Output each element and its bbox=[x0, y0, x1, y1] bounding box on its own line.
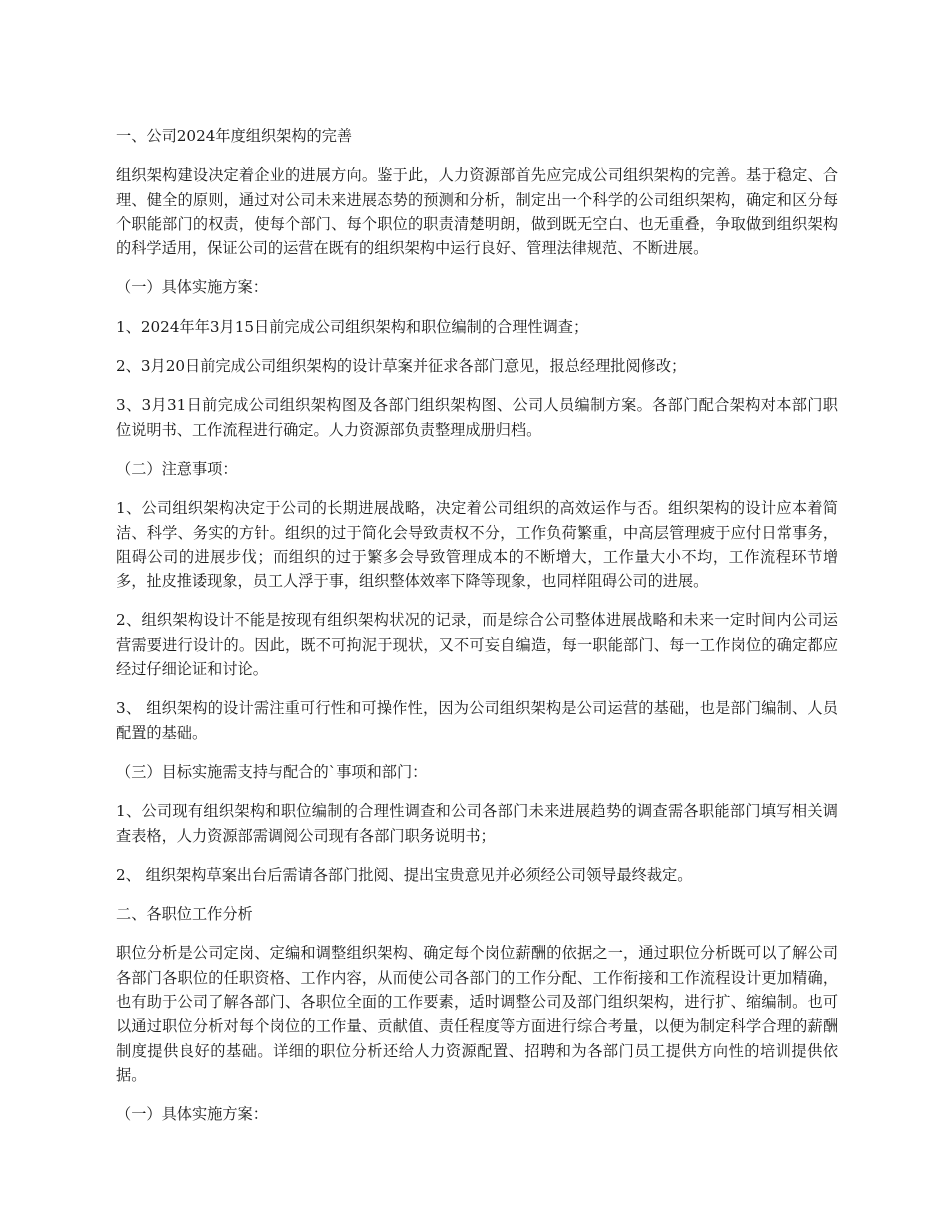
list-item: 3、 组织架构的设计需注重可行性和可操作性，因为公司组织架构是公司运营的基础，也是部门编制、人员配置的基础。 bbox=[116, 699, 838, 742]
list-item: 2、3月20日前完成公司组织架构的设计草案并征求各部门意见，报总经理批阅修改； bbox=[116, 357, 687, 376]
subsection-heading: （三）目标实施需支持与配合的`事项和部门： bbox=[116, 762, 428, 781]
section-heading-2: 二、各职位工作分析 bbox=[116, 905, 253, 924]
subsection-heading: （一）具体实施方案： bbox=[116, 278, 268, 297]
document-page bbox=[116, 124, 838, 1142]
subsection-heading: （一）具体实施方案： bbox=[116, 1105, 268, 1124]
list-item: 1、公司现有组织架构和职位编制的合理性调查和公司各部门未来进展趋势的调查需各职能部门填写相关调查表格，人力资源部需调阅公司现有各部门职务说明书； bbox=[116, 802, 838, 845]
body-paragraph: 职位分析是公司定岗、定编和调整组织架构、确定每个岗位薪酬的依据之一，通过职位分析既可以了解公司各部门各职位的任职资格、工作内容，从而使公司各部门的工作分配、工作衔接和工作流程设计更加精确，也有助于公司了解各部门、各职位全面的工作要素，适时调整公司及部门组织架构，进行扩、缩编制。也可以通过职位分析对每个岗位的工作量、贡献值、责任程度等方面进行综合考量，以便为制定科学合理的薪酬制度提供良好的基础。详细的职位分析还给人力资源配置、招聘和为各部门员工提供方向性的培训提供依据。 bbox=[116, 944, 838, 1084]
list-item: 2、组织架构设计不能是按现有组织架构状况的记录，而是综合公司整体进展战略和未来一定时间内公司运营需要进行设计的。因此，既不可拘泥于现状，又不可妄自编造，每一职能部门、每一工作岗位的确定都应经过仔细论证和讨论。 bbox=[116, 611, 838, 679]
subsection-heading: （二）注意事项： bbox=[116, 459, 238, 478]
list-item: 1、公司组织架构决定于公司的长期进展战略，决定着公司组织的高效运作与否。组织架构的设计应本着简洁、科学、务实的方针。组织的过于简化会导致责权不分，工作负荷繁重，中高层管理疲于应付日常事务，阻碍公司的进展步伐；而组织的过于繁多会导致管理成本的不断增大，工作量大小不均，工作流程环节增多，扯皮推诿现象，员工人浮于事，组织整体效率下降等现象，也同样阻碍公司的进展。 bbox=[116, 499, 838, 591]
section-heading-1: 一、公司2024年度组织架构的完善 bbox=[116, 127, 353, 145]
list-item: 1、2024年年3月15日前完成公司组织架构和职位编制的合理性调查； bbox=[116, 317, 589, 336]
body-paragraph: 组织架构建设决定着企业的进展方向。鉴于此，人力资源部首先应完成公司组织架构的完善。基于稳定、合理、健全的原则，通过对公司未来进展态势的预测和分析，制定出一个科学的公司组织架构，确定和区分每个职能部门的权责，使每个部门、每个职位的职责清楚明朗，做到既无空白、也无重叠，争取做到组织架构的科学适用，保证公司的运营在既有的组织架构中运行良好、管理法律规范、不断进展。 bbox=[116, 166, 838, 258]
list-item: 2、 组织架构草案出台后需请各部门批阅、提出宝贵意见并必须经公司领导最终裁定。 bbox=[116, 865, 693, 884]
list-item: 3、3月31日前完成公司组织架构图及各部门组织架构图、公司人员编制方案。各部门配合架构对本部门职位说明书、工作流程进行确定。人力资源部负责整理成册归档。 bbox=[116, 396, 838, 439]
